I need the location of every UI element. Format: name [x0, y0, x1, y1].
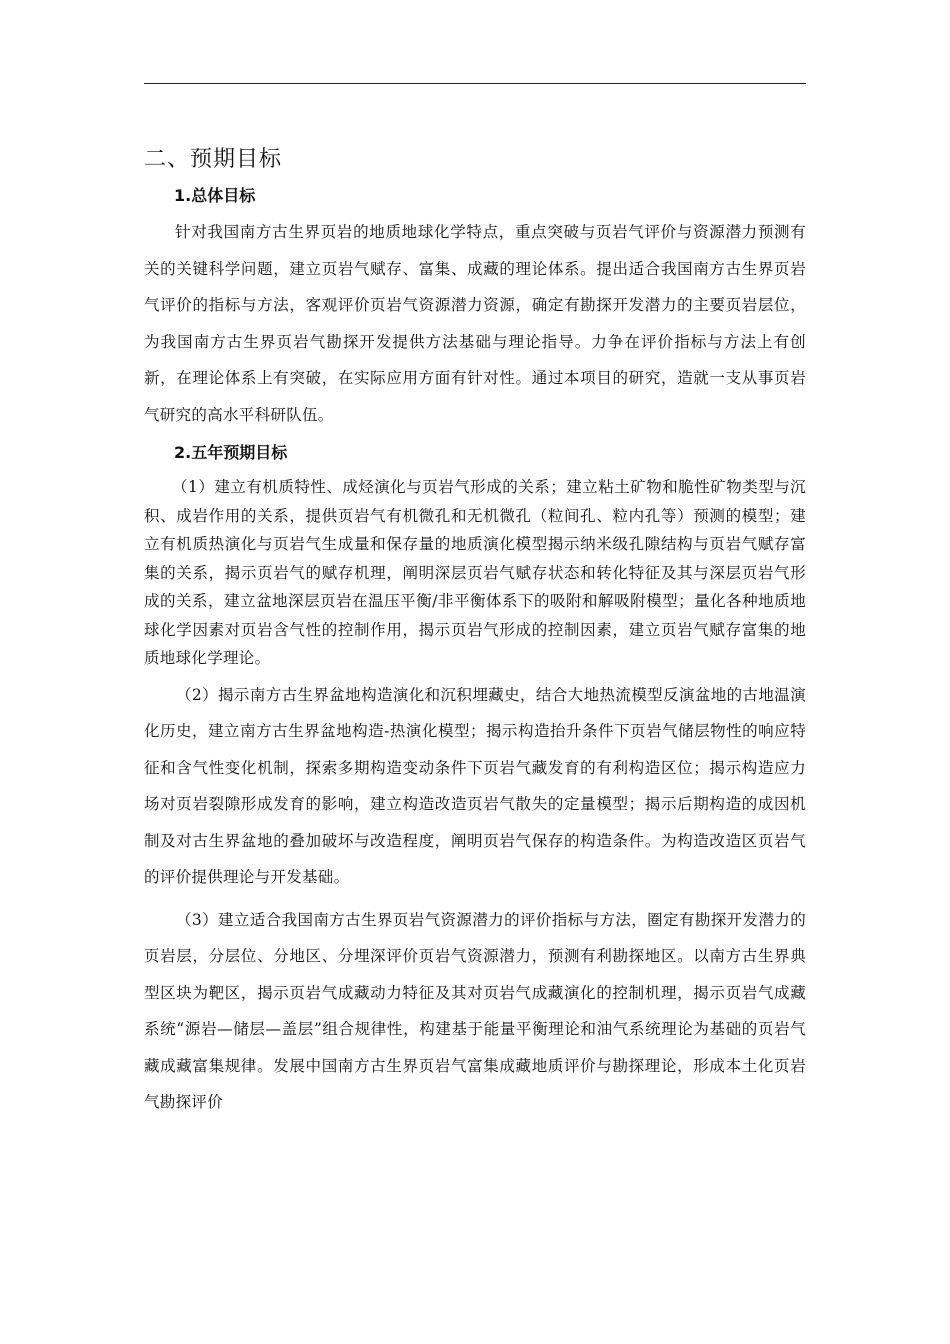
document-body	[144, 138, 806, 1121]
header-rule	[144, 83, 806, 84]
overall-goal-heading: 1.总体目标	[174, 186, 256, 205]
five-year-goal-item-2: （2）揭示南方古生界盆地构造演化和沉积埋藏史，结合大地热流模型反演盆地的古地温演化历史，建立南方古生界盆地构造-热演化模型；揭示构造抬升条件下页岩气储层物性的响应特征和含气性变化机制，探索多期构造变动条件下页岩气藏发育的有利构造区位；揭示构造应力场对页岩裂隙形成发育的影响，建立构造改造页岩气散失的定量模型；揭示后期构造的成因机制及对古生界盆地的叠加破坏与改造程度，阐明页岩气保存的构造条件。为构造改造区页岩气的评价提供理论与开发基础。	[144, 685, 806, 886]
five-year-goal-heading: 2.五年预期目标	[174, 443, 288, 462]
overall-goal-paragraph: 针对我国南方古生界页岩的地质地球化学特点，重点突破与页岩气评价与资源潜力预测有关的关键科学问题，建立页岩气赋存、富集、成藏的理论体系。提出适合我国南方古生界页岩气评价的指标与方法，客观评价页岩气资源潜力资源，确定有勘探开发潜力的主要页岩层位，为我国南方古生界页岩气勘探开发提供方法基础与理论指导。力争在评价指标与方法上有创新，在理论体系上有突破，在实际应用方面有针对性。通过本项目的研究，造就一支从事页岩气研究的高水平科研队伍。	[144, 223, 806, 424]
five-year-goal-item-3: （3）建立适合我国南方古生界页岩气资源潜力的评价指标与方法，圈定有勘探开发潜力的页岩层，分层位、分地区、分埋深评价页岩气资源潜力，预测有利勘探地区。以南方古生界典型区块为靶区，揭示页岩气成藏动力特征及其对页岩气成藏演化的控制机理，揭示页岩气成藏系统“源岩—储层—盖层”组合规律性，构建基于能量平衡理论和油气系统理论为基础的页岩气藏成藏富集规律。发展中国南方古生界页岩气富集成藏地质评价与勘探理论，形成本土化页岩气勘探评价	[144, 910, 806, 1111]
five-year-goal-item-1: （1）建立有机质特性、成烃演化与页岩气形成的关系；建立粘土矿物和脆性矿物类型与沉积、成岩作用的关系，提供页岩气有机微孔和无机微孔（粒间孔、粒内孔等）预测的模型；建立有机质热演化与页岩气生成量和保存量的地质演化模型揭示纳米级孔隙结构与页岩气赋存富集的关系，揭示页岩气的赋存机理，阐明深层页岩气赋存状态和转化特征及其与深层页岩气形成的关系，建立盆地深层页岩在温压平衡/非平衡体系下的吸附和解吸附模型；量化各种地质地球化学因素对页岩含气性的控制作用，揭示页岩气形成的控制因素，建立页岩气赋存富集的地质地球化学理论。	[144, 478, 806, 667]
section-heading: 二、预期目标	[144, 147, 283, 172]
